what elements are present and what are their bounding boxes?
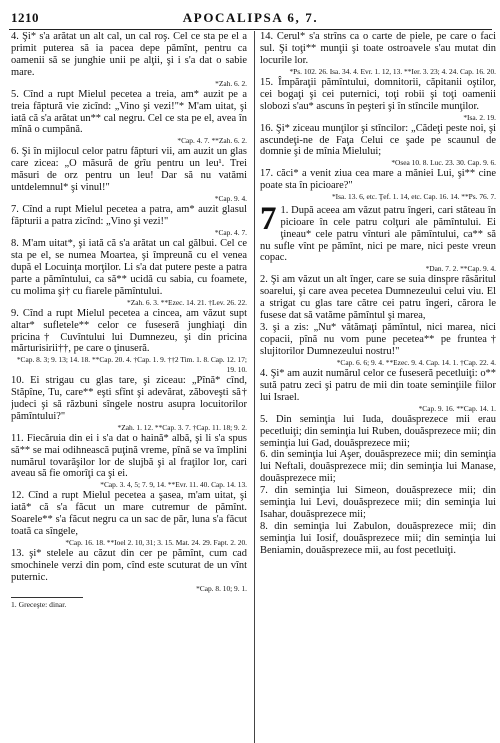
verse: 6. din seminţia lui Aşer, douăsprezece mii; din seminţia lui Neftali, douăsprezece mii; din seminţia lui Manase, douăsprezece mii;: [260, 449, 496, 485]
left-column-verses: [11, 31, 247, 593]
verse: 7. din seminţia lui Simeon, douăsprezece mii; din seminţia lui Levi, douăsprezece mii; din seminţia lui Isahar, douăsprezece mii;: [260, 485, 496, 520]
chapter-7-start: [260, 200, 496, 274]
verse: 12. Cînd a rupt Mielul pecetea a şasea, m'am uitat, şi iată* că s'a făcut un mare cutremur de pămînt. Soarele** s'a făcut negru ca un sac de păr, luna s'a făcut toată ca sîngele,: [11, 490, 247, 538]
cross-reference: *Isa. 13. 6, etc. Ţef. 1. 14, etc. Cap. 16. 14. **Ps. 76. 7.: [331, 192, 496, 202]
cross-reference: *Zah. 6. 2.: [215, 78, 247, 88]
cross-reference: *Ps. 102. 26. Isa. 34. 4. Evr. 1. 12, 13. **Ier. 3. 23; 4. 24. Cap. 16. 20.: [289, 66, 496, 76]
verse: 16. Şi* ziceau munţilor şi stîncilor: „Cădeţi peste noi, şi ascundeţi-ne de Faţa Celui ce şade pe scaunul de domnie şi de mînia Mielului;: [260, 122, 496, 158]
cross-reference: *Cap. 16. 18. **Ioel 2. 10, 31; 3. 15. Mat. 24. 29. Fapt. 2. 20.: [65, 538, 247, 548]
cross-reference: *Cap. 4. 7.: [214, 227, 247, 237]
cross-reference: *Zah. 6. 3. **Ezec. 14. 21. †Lev. 26. 22.: [127, 297, 247, 307]
verse: 14. Cerul* s'a strîns ca o carte de piele, pe care o faci sul. Şi toţi** munţii şi toate ostroavele s'au mutat din locurile lor.: [260, 31, 496, 66]
column-divider: [254, 31, 255, 743]
cross-reference: *Cap. 9. 16. **Cap. 14. 1.: [418, 403, 496, 413]
header-rule: [9, 29, 492, 30]
right-column-verses-ch6: [260, 31, 496, 202]
cross-reference: *Zah. 1. 12. **Cap. 3. 7. †Cap. 11. 18; 9. 2.: [117, 422, 247, 432]
verse: 8. din seminţia lui Zabulon, douăsprezece mii; din seminţia lui Iosif, douăsprezece mii; din seminţia lui Beniamin, douăsprezece mii, au fost pecetluiţi.: [260, 520, 496, 556]
verse: 7. Cînd a rupt Mielul pecetea a patra, am* auzit glasul făpturii a patra zicînd: „Vino şi vezi!": [11, 204, 247, 228]
verse: 15. Împăraţii pămîntului, domnitorii, căpitanii oştilor, cei bogaţi şi cei puternici, toţi robii şi toţi oamenii slobozi s'au* ascuns în peşteri şi în stîncile munţilor.: [260, 76, 496, 112]
cross-reference: *Cap. 3. 4, 5; 7. 9, 14. **Evr. 11. 40. Cap. 14. 13.: [100, 480, 247, 490]
verse: 13. şi* stelele au căzut din cer pe pămînt, cum cad smochinele verzi din pom, cînd este scuturat de un vînt puternic.: [11, 548, 247, 583]
verse: 2. Şi am văzut un alt înger, care se suia dinspre răsăritul soarelui, şi care avea pecetea Dumnezeului celui viu. El a strigat cu glas tare către cei patru îngeri, cărora le fusese dat să vatăme pămîntul şi marea,: [260, 274, 496, 322]
verse: 9. Cînd a rupt Mielul pecetea a cincea, am văzut supt altar* sufletele** celor ce fuseseră junghiaţi din pricina† Cuvîntului lui Dumnezeu, şi din pricina mărturisirii††, pe care o ţinuseră.: [11, 307, 247, 355]
cross-reference: *Cap. 9. 4.: [214, 194, 247, 204]
footnote-rule: [11, 597, 83, 598]
footnote: 1. Greceşte: dinar.: [11, 600, 67, 610]
chapter-number: 7: [260, 200, 277, 237]
verse: 5. Cînd a rupt Mielul pecetea a treia, am* auzit pe a treia făptură vie zicînd: „Vino şi vezi!"* M'am uitat, şi iată că s'a arătat un** cal negru. Cel ce sta pe el, avea în mînă o cumpănă.: [11, 88, 247, 136]
page-number: 1210: [11, 10, 39, 25]
verse: 17. căci* a venit ziua cea mare a măniei Lui, şi** cine poate sta în picioare?": [260, 168, 496, 192]
cross-reference: *Dan. 7. 2. **Cap. 9. 4.: [425, 264, 496, 274]
cross-reference: *Cap. 4. 7. **Zah. 6. 2.: [177, 136, 247, 146]
cross-reference: *Isa. 2. 19.: [463, 112, 496, 122]
cross-reference: *Cap. 8. 10; 9. 1.: [196, 583, 247, 593]
verse: 10. Ei strigau cu glas tare, şi ziceau: „Pînă* cînd, Stăpîne, Tu, care** eşti sfînt şi adevărat, zăboveşti să† judeci şi să răzbuni sîngele nostru asupra locuitorilor pămîntului?": [11, 375, 247, 422]
cross-reference: *Osea 10. 8. Luc. 23. 30. Cap. 9. 6.: [391, 158, 496, 168]
right-column: [260, 31, 496, 743]
running-title: APOCALIPSA 6, 7.: [182, 10, 319, 25]
cross-reference: *Cap. 6. 6; 9. 4. **Ezec. 9. 4. Cap. 14. 1. †Cap. 22. 4.: [336, 357, 496, 367]
verse: 5. Din seminţia lui Iuda, douăsprezece mii erau pecetluiţi; din seminţia lui Ruben, douăsprezece mii; din seminţia lui Gad, douăsprezece mii;: [260, 413, 496, 449]
verse: 11. Fiecăruia din ei i s'a dat o haină* albă, şi li s'a spus să** se mai odihnească puţină vreme, pînă se va împlini numărul tovarăşilor lor de slujbă şi al fraţilor lor, cari aveau să fie omorîţi ca şi ei.: [11, 432, 247, 480]
cross-reference: *Cap. 8. 3; 9. 13; 14. 18. **Cap. 20. 4. †Cap. 1. 9. ††2 Tim. 1. 8. Cap. 12. 17; 19. 10.: [16, 355, 247, 374]
left-column: [11, 31, 247, 743]
chapter-first-verse: [260, 200, 496, 265]
verse: 4. Şi* s'a arătat un alt cal, un cal roş. Cel ce sta pe el a primit puterea să ia pacea depe pămînt, pentru ca oamenii să se junghie unii pe alţii, şi i s'a dat o sabie mare.: [11, 31, 247, 78]
page-header: [9, 10, 492, 26]
verse: 4. Şi* am auzit numărul celor ce fuseseră pecetluiţi: o** sută patru zeci şi patru de mii din toate seminţiile fiilor lui Israel.: [260, 367, 496, 403]
right-column-verses-ch7: [260, 274, 496, 556]
chapter-first-verse-text: 1. După aceea am văzut patru îngeri, cari stăteau în picioare în cele patru colţuri ale pămîntului. Ei ţineau* cele patru vînturi ale pămîntului, ca** să nu sufle vînt pe pămînt, nici pe mare, nici peste vreun copac.: [260, 204, 496, 264]
verse: 6. Şi în mijlocul celor patru făpturi vii, am auzit un glas care zicea: „O măsură de grîu pentru un leu¹. Trei măsuri de orz pentru un leu! Dar să nu vatămi untdelemnul* şi vinul!": [11, 146, 247, 194]
verse: 8. M'am uitat*, şi iată că s'a arătat un cal gălbui. Cel ce sta pe el, se numea Moartea, şi împreună cu el venea după el Locuinţa morţilor. Li s'a dat putere peste a patra parte a pămîntului, ca să** ucidă cu sabia, cu foamete, cu molima şi† cu fiarele pămîntului.: [11, 238, 247, 297]
verse: 3. şi a zis: „Nu* vătămaţi pămîntul, nici marea, nici copacii, pînă nu vom pune pecetea** pe fruntea† slujitorilor Dumnezeului nostru!": [260, 322, 496, 357]
text-columns: [9, 31, 496, 743]
